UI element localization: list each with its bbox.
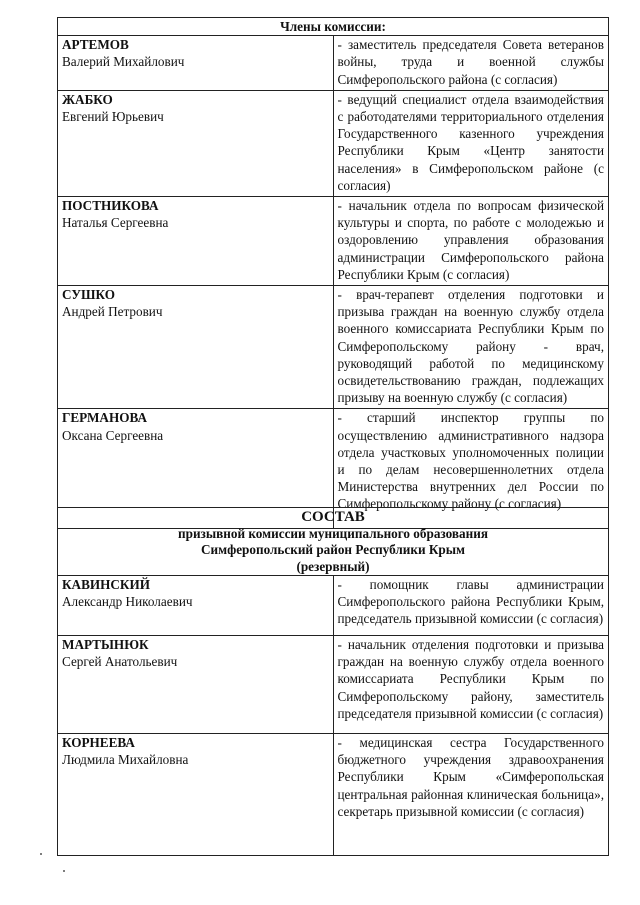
member-given-name: Валерий Михайлович bbox=[62, 54, 185, 70]
reserve-table bbox=[57, 507, 609, 856]
member-role: - медицинская сестра Государственного бюджетного учреждения здравоохранения Республики Крым «Симферопольская центральная районная клиническая больница», секретарь призывной комиссии (с согласия) bbox=[333, 734, 609, 856]
reserve-heading bbox=[58, 508, 609, 576]
member-given-name: Людмила Михайловна bbox=[62, 752, 189, 768]
member-surname: МАРТЫНЮК bbox=[62, 637, 149, 652]
member-name-cell bbox=[58, 36, 334, 91]
member-role: - врач-терапевт отделения подготовки и призыва граждан на военную службу отдела военного комиссариата Республики Крым по Симферопольскому району - врач, руководящий работой по медицинскому освидетельствованию граждан, подлежащих призыву на военную службу (с согласия) bbox=[333, 286, 609, 409]
member-role: - начальник отделения подготовки и призыва граждан на военную службу отдела военного комиссариата Республики Крым по Симферопольскому району, заместитель председателя призывной комиссии (с согласия) bbox=[333, 636, 609, 734]
member-role: - начальник отдела по вопросам физической культуры и спорта, по работе с молодежью и оздоровлению управления образования администрации Симферопольского района Республики Крым (с согласия) bbox=[333, 197, 609, 286]
member-given-name: Андрей Петрович bbox=[62, 304, 163, 320]
member-given-name: Евгений Юрьевич bbox=[62, 109, 164, 125]
table-row bbox=[58, 197, 609, 286]
table-row bbox=[58, 36, 609, 91]
member-given-name: Наталья Сергеевна bbox=[62, 215, 169, 231]
reserve-subtitle-line3: (резервный) bbox=[296, 558, 370, 574]
members-heading-row bbox=[58, 18, 609, 36]
member-name-cell bbox=[58, 734, 334, 856]
member-name-cell bbox=[58, 576, 334, 636]
member-surname: ЖАБКО bbox=[62, 91, 113, 107]
member-name-cell bbox=[58, 197, 334, 286]
reserve-subtitle-line1: призывной комиссии муниципального образования bbox=[178, 525, 488, 541]
member-given-name: Александр Николаевич bbox=[62, 594, 193, 610]
member-role: - ведущий специалист отдела взаимодействия с работодателями территориального отделения Государственного казенного учреждения Республики Крым «Центр занятости населения» в Симферопольском районе (с согласия) bbox=[333, 90, 609, 196]
member-name-cell bbox=[58, 636, 334, 734]
table-row bbox=[58, 286, 609, 409]
members-heading: Члены комиссии: bbox=[58, 18, 609, 36]
member-surname: ГЕРМАНОВА bbox=[62, 410, 147, 426]
scan-speck bbox=[63, 870, 65, 872]
member-surname: КАВИНСКИЙ bbox=[62, 577, 150, 592]
member-surname: КОРНЕЕВА bbox=[62, 735, 135, 750]
member-role: - помощник главы администрации Симферопольского района Республики Крым, председатель призывной комиссии (с согласия) bbox=[333, 576, 609, 636]
member-surname: СУШКО bbox=[62, 287, 116, 303]
member-given-name: Оксана Сергеевна bbox=[62, 427, 164, 443]
member-role: - заместитель председателя Совета ветеранов войны, труда и военной службы Симферопольского района (с согласия) bbox=[333, 36, 609, 91]
members-table bbox=[57, 17, 609, 529]
table-row bbox=[58, 90, 609, 196]
member-given-name: Сергей Анатольевич bbox=[62, 654, 178, 670]
member-name-cell bbox=[58, 90, 334, 196]
member-surname: ПОСТНИКОВА bbox=[62, 198, 159, 214]
table-row bbox=[58, 576, 609, 636]
member-name-cell bbox=[58, 286, 334, 409]
member-surname: АРТЕМОВ bbox=[62, 37, 129, 53]
table-row bbox=[58, 636, 609, 734]
member-role: - старший инспектор группы по осуществлению административного надзора отдела участковых уполномоченных полиции и по делам несовершеннолетних отдела Министерства внутренних дел России по Симферопольскому району (с согласия) bbox=[333, 409, 609, 529]
reserve-title: СОСТАВ bbox=[301, 509, 365, 525]
reserve-subtitle-line2: Симферопольский район Республики Крым bbox=[200, 542, 466, 557]
table-row bbox=[58, 734, 609, 856]
scan-speck bbox=[40, 853, 42, 855]
reserve-heading-row bbox=[58, 508, 609, 576]
